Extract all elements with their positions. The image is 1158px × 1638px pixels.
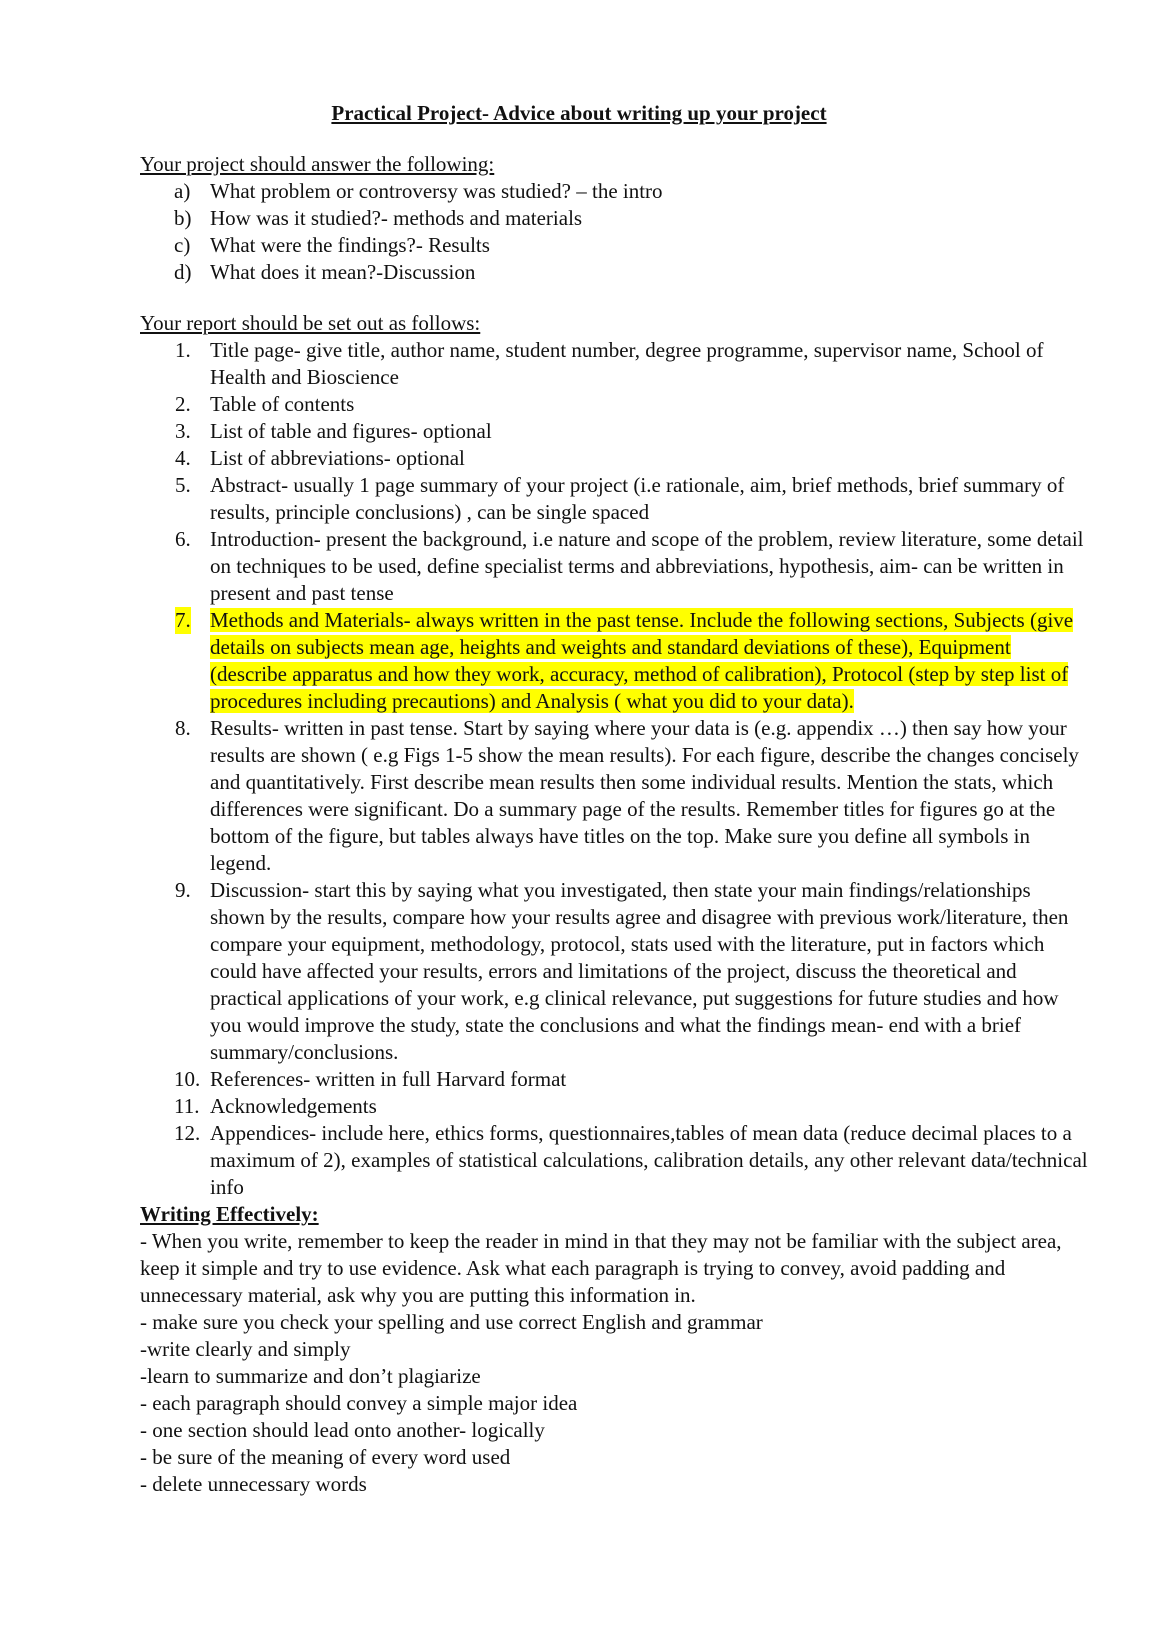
paragraph-line: - make sure you check your spelling and use correct English and grammar: [140, 1310, 763, 1334]
list-item-text: Abstract- usually 1 page summary of your project (i.e rationale, aim, brief methods, brief summary of results, principle conclusions) , can be single spaced: [210, 473, 1065, 524]
list-item: [140, 178, 1090, 205]
list-item-text: Table of contents: [210, 392, 355, 416]
list-item: [140, 232, 1090, 259]
paragraph-line: - delete unnecessary words: [140, 1472, 367, 1496]
list-marker: 6.: [175, 527, 191, 551]
list-item: [140, 337, 1090, 391]
list-item: [140, 715, 1090, 877]
list-item-text: What does it mean?-Discussion: [210, 260, 476, 284]
section-heading: Your report should be set out as follows:: [140, 311, 481, 335]
list-marker: 2.: [175, 392, 191, 416]
list-marker: 11.: [174, 1094, 200, 1118]
list-marker: 10.: [174, 1067, 201, 1091]
list-item: [140, 1120, 1090, 1201]
paragraph-line: - one section should lead onto another- logically: [140, 1418, 545, 1442]
list-item: [140, 1066, 1090, 1093]
list-marker: 12.: [174, 1121, 201, 1145]
list-item: [140, 259, 1090, 286]
paragraph-line: - be sure of the meaning of every word used: [140, 1445, 511, 1469]
list-item: [140, 418, 1090, 445]
list-item: [140, 445, 1090, 472]
list-item: [140, 391, 1090, 418]
list-item: [140, 526, 1090, 607]
list-item-text: List of table and figures- optional: [210, 419, 492, 443]
list-marker: 5.: [175, 473, 191, 497]
list-marker: 4.: [175, 446, 191, 470]
list-item-highlighted: [140, 607, 1090, 715]
list-item-text: References- written in full Harvard format: [210, 1067, 567, 1091]
list-item-text: Introduction- present the background, i.e nature and scope of the problem, review literature, some detail on techniques to be used, define specialist terms and abbreviations, hypothesis, aim- can be written in present and past tense: [210, 527, 1084, 605]
list-marker: 7.: [175, 608, 191, 632]
list-item: [140, 205, 1090, 232]
list-item-text: Results- written in past tense. Start by saying where your data is (e.g. appendix …) then say how your results are shown ( e.g Figs 1-5 show the mean results). For each figure, describe the changes concisely and quantitatively. First describe mean results then some individual results. Mention the stats, which differences were significant. Do a summary page of the results. Remember titles for figures go at the bottom of the figure, but tables always have titles on the top. Make sure you define all symbols in legend.: [210, 716, 1079, 875]
section-project-questions: [140, 151, 1090, 286]
list-item-text: Methods and Materials- always written in the past tense. Include the following sections, Subjects (give details on subjects mean age, heights and weights and standard deviations of these), Equipment (describe apparatus and how they work, accuracy, method of calibration), Protocol (step by step list of procedures including precautions) and Analysis ( what you did to your data).: [210, 608, 1074, 713]
list-marker: d): [174, 260, 192, 284]
list-item-text: List of abbreviations- optional: [210, 446, 465, 470]
list-item: [140, 877, 1090, 1066]
page-title: Practical Project- Advice about writing up your project: [331, 101, 827, 125]
list-item-text: Acknowledgements: [210, 1094, 377, 1118]
list-item: [140, 1093, 1090, 1120]
paragraph-line: -learn to summarize and don’t plagiarize: [140, 1364, 481, 1388]
list-item-text: Discussion- start this by saying what you investigated, then state your main findings/relationships shown by the results, compare how your results agree and disagree with previous work/literature, then compare your equipment, methodology, protocol, stats used with the literature, put in factors which could have affected your results, errors and limitations of the project, discuss the theoretical and practical applications of your work, e.g clinical relevance, put suggestions for future studies and how you would improve the study, state the conclusions and what the findings mean- end with a brief summary/conclusions.: [210, 878, 1069, 1064]
section-heading-writing-effectively: Writing Effectively:: [140, 1202, 319, 1226]
paragraph-line: - When you write, remember to keep the reader in mind in that they may not be familiar with the subject area, keep it simple and try to use evidence. Ask what each paragraph is trying to convey, avoid padding and unnecessary material, ask why you are putting this information in.: [140, 1229, 1062, 1307]
section-heading: Your project should answer the following:: [140, 152, 495, 176]
list-marker: b): [174, 206, 192, 230]
list-marker: 9.: [175, 878, 191, 902]
list-marker: a): [174, 179, 191, 203]
list-marker: c): [174, 233, 191, 257]
list-marker: 3.: [175, 419, 191, 443]
list-item-text: What were the findings?- Results: [210, 233, 490, 257]
list-item: [140, 472, 1090, 526]
list-marker: 8.: [175, 716, 191, 740]
list-item-text: How was it studied?- methods and materials: [210, 206, 583, 230]
list-item-text: Appendices- include here, ethics forms, questionnaires,tables of mean data (reduce decimal places to a maximum of 2), examples of statistical calculations, calibration details, any other relevant data/technical info: [210, 1121, 1088, 1199]
paragraph-line: -write clearly and simply: [140, 1337, 351, 1361]
list-marker: 1.: [175, 338, 191, 362]
section-report-layout: [140, 310, 1090, 1498]
list-item-text: Title page- give title, author name, student number, degree programme, supervisor name, School of Health and Bioscience: [210, 338, 1044, 389]
paragraph-line: - each paragraph should convey a simple major idea: [140, 1391, 578, 1415]
list-item-text: What problem or controversy was studied? – the intro: [210, 179, 663, 203]
